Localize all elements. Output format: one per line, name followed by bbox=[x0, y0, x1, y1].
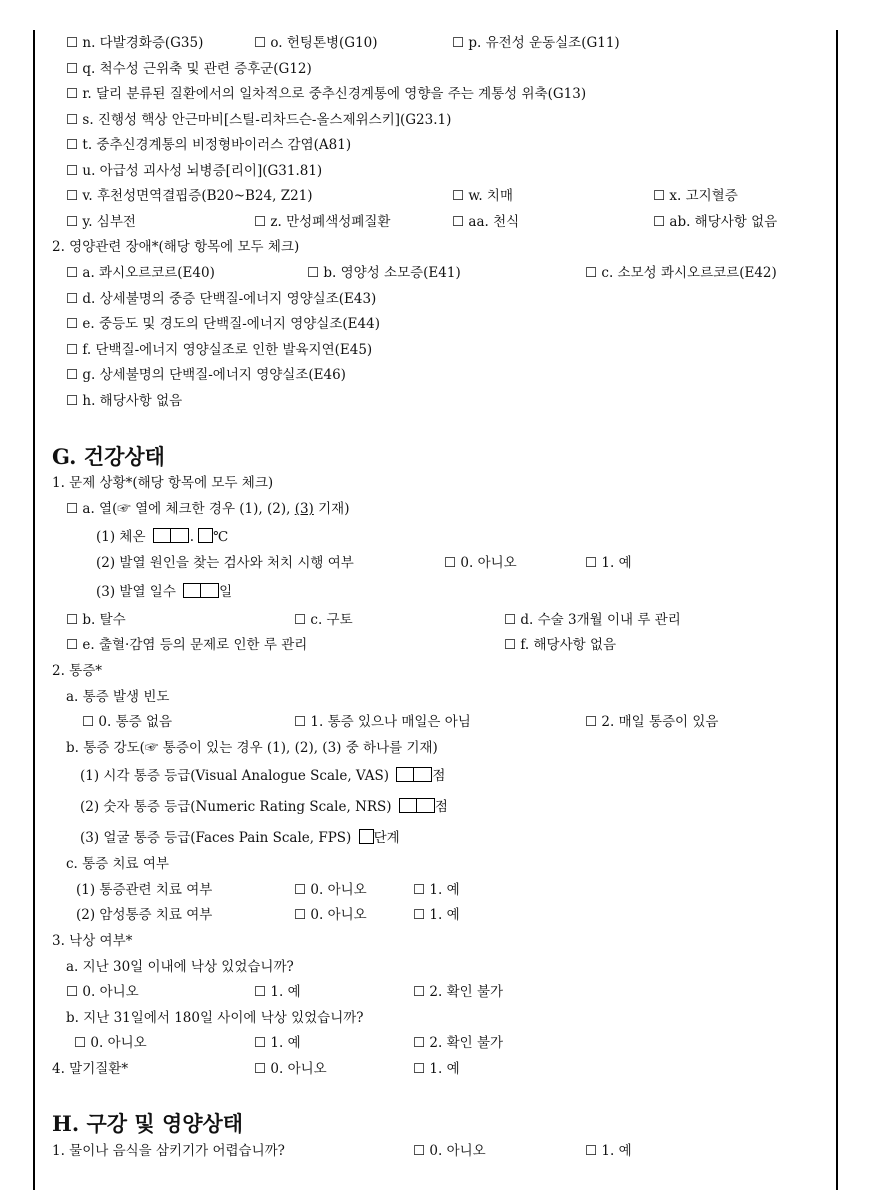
pain-freq-1[interactable]: ☐ 1. 통증 있으나 매일은 아님 bbox=[294, 714, 471, 730]
option-u[interactable]: ☐ u. 아급성 괴사성 뇌병증[리이](G31.81) bbox=[66, 163, 323, 179]
left-border bbox=[33, 30, 35, 1190]
nutrition-question: 2. 영양관련 장애*(해당 항목에 모두 체크) bbox=[52, 239, 300, 255]
nrs-unit: 점 bbox=[434, 799, 448, 815]
temperature-integer-input[interactable] bbox=[153, 528, 189, 543]
fall-180-no[interactable]: ☐ 0. 아니오 bbox=[74, 1035, 147, 1051]
option-w[interactable]: ☐ w. 치매 bbox=[452, 188, 514, 204]
fps-row bbox=[80, 829, 400, 847]
vas-unit: 점 bbox=[432, 768, 446, 784]
fps-input[interactable] bbox=[359, 829, 374, 844]
fps-label: (3) 얼굴 통증 등급(Faces Pain Scale, FPS) bbox=[80, 830, 352, 846]
fall-30-no[interactable]: ☐ 0. 아니오 bbox=[66, 984, 139, 1000]
stoma-surgery-option[interactable]: ☐ d. 수술 3개월 이내 루 관리 bbox=[504, 612, 681, 628]
pain-intensity-label: b. 통증 강도(☞ 통증이 있는 경우 (1), (2), (3) 중 하나를 기재) bbox=[66, 740, 438, 756]
pain-treatment-2-yes[interactable]: ☐ 1. 예 bbox=[413, 907, 460, 923]
pain-treatment-1-label: (1) 통증관련 치료 여부 bbox=[76, 882, 213, 898]
swallow-no[interactable]: ☐ 0. 아니오 bbox=[413, 1143, 486, 1159]
option-o[interactable]: ☐ o. 헌팅톤병(G10) bbox=[254, 35, 378, 51]
nutrition-option-d[interactable]: ☐ d. 상세불명의 중증 단백질-에너지 영양실조(E43) bbox=[66, 291, 377, 307]
celsius-unit: ℃ bbox=[213, 529, 229, 545]
vas-input[interactable] bbox=[396, 767, 432, 782]
option-aa[interactable]: ☐ aa. 천식 bbox=[452, 214, 520, 230]
right-border bbox=[836, 30, 838, 1190]
fever-days-label: (3) 발열 일수 bbox=[96, 584, 176, 600]
nutrition-option-h[interactable]: ☐ h. 해당사항 없음 bbox=[66, 393, 183, 409]
fever-cause-label: (2) 발열 원인을 찾는 검사와 처치 시행 여부 bbox=[96, 555, 354, 571]
pain-freq-2[interactable]: ☐ 2. 매일 통증이 있음 bbox=[585, 714, 719, 730]
terminal-yes[interactable]: ☐ 1. 예 bbox=[413, 1061, 460, 1077]
dehydration-option[interactable]: ☐ b. 탈수 bbox=[66, 612, 126, 628]
terminal-no[interactable]: ☐ 0. 아니오 bbox=[254, 1061, 327, 1077]
problem-question: 1. 문제 상황*(해당 항목에 모두 체크) bbox=[52, 475, 274, 491]
problem-none-option[interactable]: ☐ f. 해당사항 없음 bbox=[504, 637, 617, 653]
fps-unit: 단계 bbox=[373, 830, 400, 846]
nutrition-option-g[interactable]: ☐ g. 상세불명의 단백질-에너지 영양실조(E46) bbox=[66, 367, 346, 383]
terminal-question: 4. 말기질환* bbox=[52, 1061, 129, 1077]
fever-option[interactable] bbox=[66, 500, 349, 518]
pain-question: 2. 통증* bbox=[52, 663, 103, 679]
option-q[interactable]: ☐ q. 척수성 근위축 및 관련 증후군(G12) bbox=[66, 61, 312, 77]
fall-question: 3. 낙상 여부* bbox=[52, 933, 133, 949]
fall-180-unknown[interactable]: ☐ 2. 확인 불가 bbox=[413, 1035, 504, 1051]
nutrition-option-c[interactable]: ☐ c. 소모성 콰시오르코르(E42) bbox=[585, 265, 777, 281]
fever-cause-no[interactable]: ☐ 0. 아니오 bbox=[444, 555, 517, 571]
pain-frequency-label: a. 통증 발생 빈도 bbox=[66, 689, 170, 705]
pain-treatment-label: c. 통증 치료 여부 bbox=[66, 856, 169, 872]
vas-label: (1) 시각 통증 등급(Visual Analogue Scale, VAS) bbox=[80, 768, 390, 784]
fall-180-label: b. 지난 31일에서 180일 사이에 낙상 있었습니까? bbox=[66, 1010, 364, 1026]
pain-treatment-2-no[interactable]: ☐ 0. 아니오 bbox=[294, 907, 367, 923]
option-p[interactable]: ☐ p. 유전성 운동실조(G11) bbox=[452, 35, 620, 51]
fever-days-input[interactable] bbox=[183, 583, 219, 598]
nutrition-option-b[interactable]: ☐ b. 영양성 소모증(E41) bbox=[307, 265, 461, 281]
fall-30-yes[interactable]: ☐ 1. 예 bbox=[254, 984, 301, 1000]
option-y[interactable]: ☐ y. 심부전 bbox=[66, 214, 136, 230]
temperature-label: (1) 체온 bbox=[96, 529, 146, 545]
pain-treatment-1-no[interactable]: ☐ 0. 아니오 bbox=[294, 882, 367, 898]
fever-days-row bbox=[96, 583, 232, 601]
option-s[interactable]: ☐ s. 진행성 핵상 안근마비[스틸-리차드슨-올스제위스키](G23.1) bbox=[66, 112, 452, 128]
fall-30-label: a. 지난 30일 이내에 낙상 있었습니까? bbox=[66, 959, 294, 975]
temperature-decimal-input[interactable] bbox=[198, 528, 213, 543]
vomiting-option[interactable]: ☐ c. 구토 bbox=[294, 612, 353, 628]
option-z[interactable]: ☐ z. 만성폐색성폐질환 bbox=[254, 214, 391, 230]
fever-label: ☐ a. 열(☞ 열에 체크한 경우 (1), (2), bbox=[66, 501, 295, 517]
fever-label-end: 기재) bbox=[313, 501, 350, 517]
nutrition-option-a[interactable]: ☐ a. 콰시오르코르(E40) bbox=[66, 265, 215, 281]
nrs-label: (2) 숫자 통증 등급(Numeric Rating Scale, NRS) bbox=[80, 799, 392, 815]
fever-cause-yes[interactable]: ☐ 1. 예 bbox=[585, 555, 632, 571]
pain-freq-0[interactable]: ☐ 0. 통증 없음 bbox=[82, 714, 173, 730]
nutrition-option-f[interactable]: ☐ f. 단백질-에너지 영양실조로 인한 발육지연(E45) bbox=[66, 342, 373, 358]
section-h-heading: H. 구강 및 영양상태 bbox=[52, 1111, 244, 1136]
swallow-question: 1. 물이나 음식을 삼키기가 어렵습니까? bbox=[52, 1143, 285, 1159]
swallow-yes[interactable]: ☐ 1. 예 bbox=[585, 1143, 632, 1159]
option-v[interactable]: ☐ v. 후천성면역결핍증(B20~B24, Z21) bbox=[66, 188, 313, 204]
stoma-problem-option[interactable]: ☐ e. 출혈·감염 등의 문제로 인한 루 관리 bbox=[66, 637, 308, 653]
option-n[interactable]: ☐ n. 다발경화증(G35) bbox=[66, 35, 204, 51]
option-t[interactable]: ☐ t. 중추신경계통의 비정형바이러스 감염(A81) bbox=[66, 137, 352, 153]
section-g-heading: G. 건강상태 bbox=[52, 444, 165, 469]
days-unit: 일 bbox=[219, 584, 233, 600]
nrs-input[interactable] bbox=[399, 798, 435, 813]
fall-180-yes[interactable]: ☐ 1. 예 bbox=[254, 1035, 301, 1051]
option-ab[interactable]: ☐ ab. 해당사항 없음 bbox=[653, 214, 778, 230]
fever-label-3: (3) bbox=[294, 501, 314, 517]
pain-treatment-2-label: (2) 암성통증 치료 여부 bbox=[76, 907, 213, 923]
fall-30-unknown[interactable]: ☐ 2. 확인 불가 bbox=[413, 984, 504, 1000]
temperature-row bbox=[96, 528, 228, 546]
nutrition-option-e[interactable]: ☐ e. 중등도 및 경도의 단백질-에너지 영양실조(E44) bbox=[66, 316, 380, 332]
option-r[interactable]: ☐ r. 달리 분류된 질환에서의 일차적으로 중추신경계통에 영향을 주는 계통성 위축(G13) bbox=[66, 86, 587, 102]
pain-treatment-1-yes[interactable]: ☐ 1. 예 bbox=[413, 882, 460, 898]
vas-row bbox=[80, 767, 445, 785]
temperature-decimal-point: . bbox=[189, 529, 195, 545]
nrs-row bbox=[80, 798, 448, 816]
option-x[interactable]: ☐ x. 고지혈증 bbox=[653, 188, 738, 204]
